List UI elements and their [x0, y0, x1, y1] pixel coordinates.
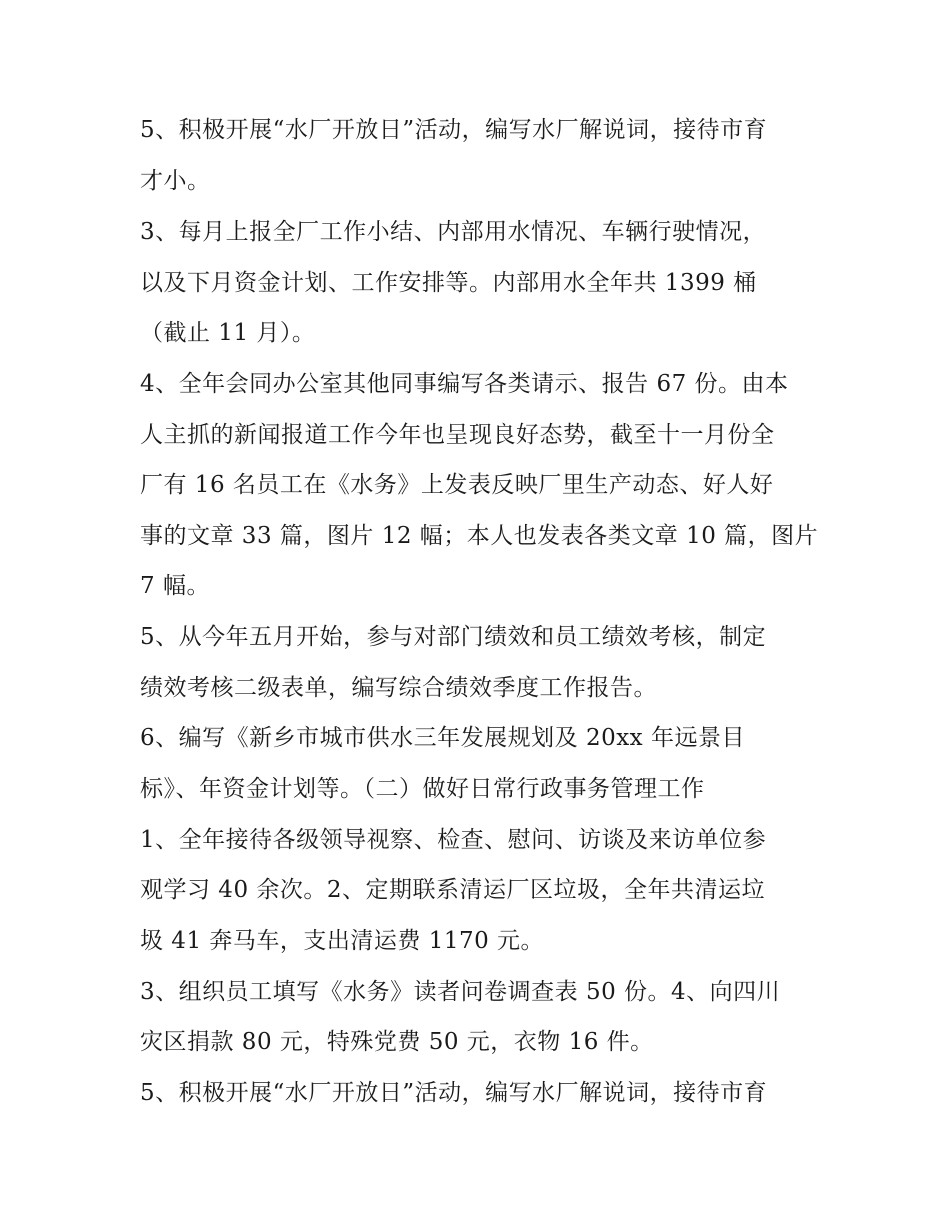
text-line: 人主抓的新闻报道工作今年也呈现良好态势，截至十一月份全 — [140, 422, 775, 448]
text-line: 5、积极开展“水厂开放日”活动，编写水厂解说词，接待市育 — [140, 117, 768, 143]
text-line: 圾 41 奔马车，支出清运费 1170 元。 — [140, 928, 545, 954]
text-line: 绩效考核二级表单，编写综合绩效季度工作报告。 — [140, 675, 657, 701]
text-line: 观学习 40 余次。2、定期联系清运厂区垃圾，全年共清运垃 — [140, 877, 766, 903]
text-line: （截止 11 月）。 — [140, 320, 316, 346]
text-line: 3、组织员工填写《水务》读者问卷调查表 50 份。4、向四川 — [140, 979, 781, 1005]
text-line: 灾区捐款 80 元，特殊党费 50 元，衣物 16 件。 — [140, 1029, 654, 1055]
text-line: 才小。 — [140, 168, 211, 194]
text-line: 1、全年接待各级领导视察、检查、慰问、访谈及来访单位参 — [140, 827, 767, 853]
text-line: 7 幅。 — [140, 573, 210, 599]
text-line: 6、编写《新乡市城市供水三年发展规划及 20xx 年远景目 — [140, 725, 745, 751]
text-line: 以及下月资金计划、工作安排等。内部用水全年共 1399 桶 — [140, 270, 757, 296]
text-line: 3、每月上报全厂工作小结、内部用水情况、车辆行驶情况， — [140, 219, 767, 245]
text-line: 4、全年会同办公室其他同事编写各类请示、报告 67 份。由本 — [140, 371, 789, 397]
text-line: 标》、年资金计划等。（二）做好日常行政事务管理工作 — [140, 776, 705, 802]
text-line: 5、从今年五月开始，参与对部门绩效和员工绩效考核，制定 — [140, 624, 767, 650]
text-line: 事的文章 33 篇，图片 12 幅；本人也发表各类文章 10 篇，图片 — [140, 523, 819, 549]
text-line: 5、积极开展“水厂开放日”活动，编写水厂解说词，接待市育 — [140, 1080, 768, 1106]
text-line: 厂有 16 名员工在《水务》上发表反映厂里生产动态、好人好 — [140, 472, 774, 498]
